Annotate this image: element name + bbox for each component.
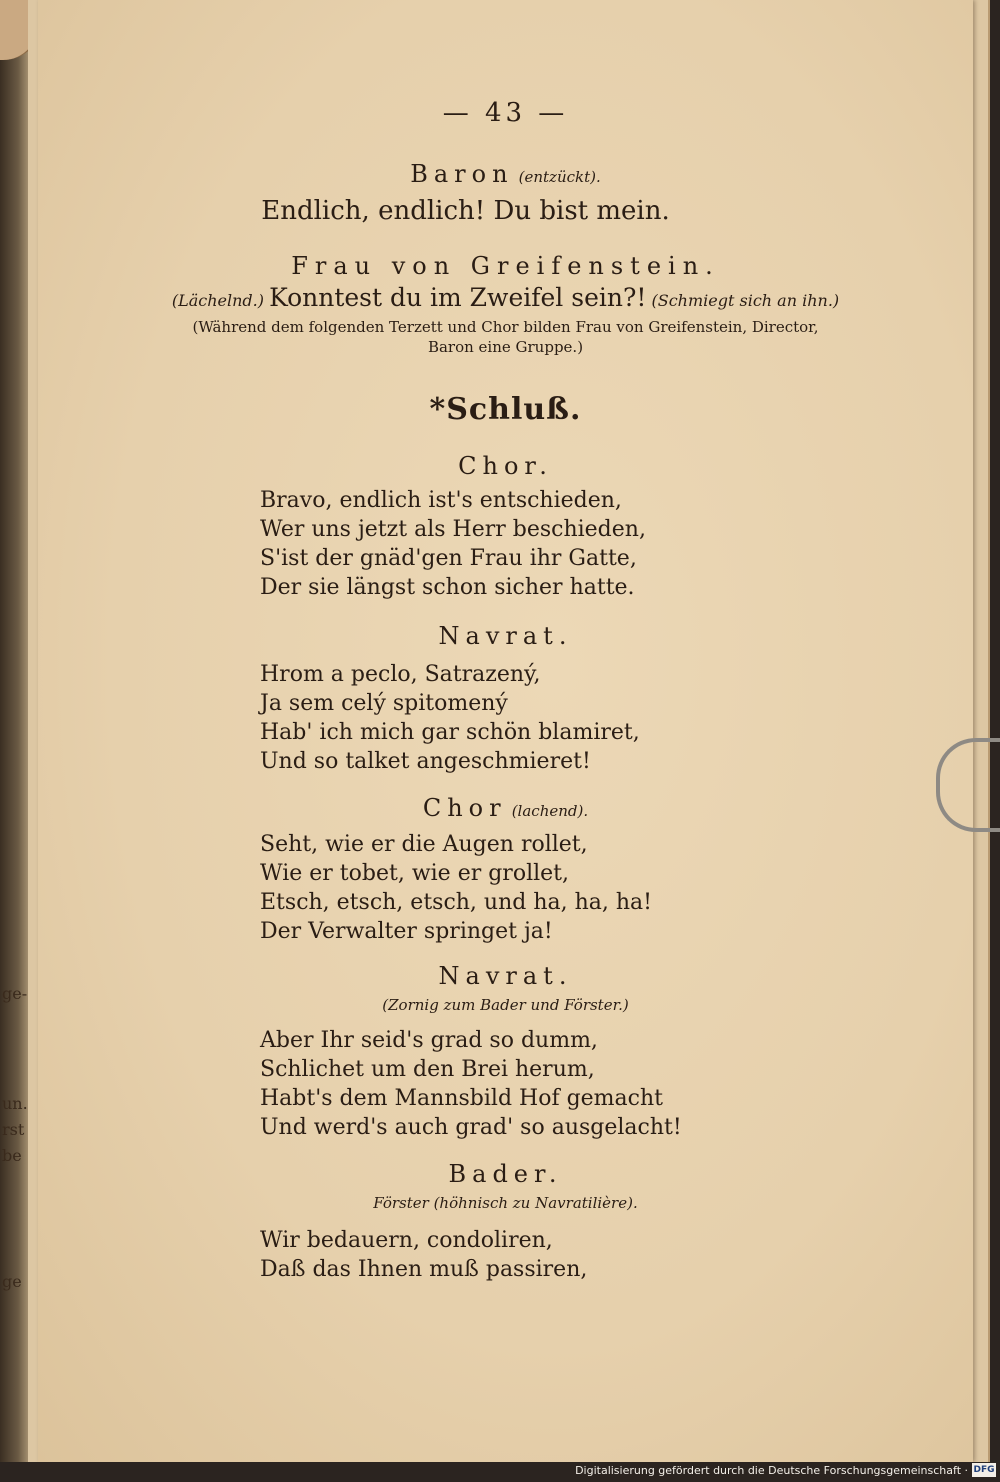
baron-speaker-line — [38, 160, 973, 188]
speaker-name: Bader. — [448, 1160, 563, 1188]
verse-line: Daß das Ihnen muß passiren, — [260, 1257, 588, 1282]
verse-line: Hab' ich mich gar schön blamiret, — [260, 720, 640, 745]
stage-direction: (Zornig zum Bader und Förster.) — [382, 996, 629, 1014]
verse-block — [260, 830, 652, 946]
stage-direction-1: (Während dem folgenden Terzett und Chor bilden Frau von Greifenstein, Director, — [192, 318, 819, 336]
speaker-line — [38, 794, 973, 822]
dfg-logo: DFG — [973, 1465, 995, 1475]
verse-line: Seht, wie er die Augen rollet, — [260, 832, 588, 857]
margin-fragment: ge- — [2, 984, 28, 1003]
verse-line: Der Verwalter springet ja! — [260, 919, 553, 944]
speaker-name: Chor. — [458, 452, 553, 480]
verse-line: Bravo, endlich ist's entschieden, — [260, 488, 622, 513]
digitization-note: Digitalisierung gefördert durch die Deutsche Forschungsgemeinschaft · — [575, 1464, 968, 1477]
verse-line: Aber Ihr seid's grad so dumm, — [260, 1028, 598, 1053]
verse-block — [260, 660, 640, 776]
verse-line: Etsch, etsch, etsch, und ha, ha, ha! — [260, 890, 653, 915]
margin-fragment: ge — [2, 1272, 22, 1291]
baron-line: Endlich, endlich! Du bist mein. — [261, 196, 670, 226]
margin-fragment: be — [2, 1146, 22, 1165]
stage-direction: (Lächelnd.) — [171, 291, 264, 310]
verse-block — [260, 1226, 587, 1284]
verse-line: Habt's dem Mannsbild Hof gemacht — [260, 1086, 663, 1111]
verse-line: Ja sem celý spitomený — [260, 691, 508, 716]
stage-direction: (entzückt). — [518, 168, 601, 186]
speaker-name: Navrat. — [438, 622, 573, 650]
verse-line: Hrom a peclo, Satrazený, — [260, 662, 541, 687]
book-page — [38, 0, 973, 1462]
speaker-name: Baron — [410, 160, 514, 188]
stage-direction: (Schmiegt sich an ihn.) — [651, 291, 840, 310]
speaker-name: Navrat. — [438, 962, 573, 990]
frau-line: Konntest du im Zweifel sein?! — [269, 283, 647, 312]
paper-clip — [936, 738, 1000, 832]
speaker-name: Chor — [422, 794, 507, 822]
stage-direction: (lachend). — [511, 802, 589, 820]
verse-line: Der sie längst schon sicher hatte. — [260, 575, 635, 600]
frau-speaker: Frau von Greifenstein. — [291, 252, 720, 280]
stage-direction: Förster (höhnisch zu Navratilière). — [373, 1194, 638, 1212]
verse-block — [260, 486, 646, 602]
verse-line: S'ist der gnäd'gen Frau ihr Gatte, — [260, 546, 637, 571]
verse-line: Wir bedauern, condoliren, — [260, 1228, 553, 1253]
margin-fragment: rst — [2, 1120, 25, 1139]
verse-line: Schlichet um den Brei herum, — [260, 1057, 595, 1082]
frau-line-row — [38, 283, 973, 312]
stage-direction-2: Baron eine Gruppe.) — [427, 338, 584, 356]
verse-line: Und werd's auch grad' so ausgelacht! — [260, 1115, 682, 1140]
verse-line: Wie er tobet, wie er grollet, — [260, 861, 569, 886]
page-number: — 43 — — [442, 98, 569, 128]
verse-line: Und so talket angeschmieret! — [260, 749, 591, 774]
section-heading: *Schluß. — [429, 392, 582, 427]
verse-line: Wer uns jetzt als Herr beschieden, — [260, 517, 646, 542]
verse-block — [260, 1026, 682, 1142]
margin-fragment: un. — [2, 1094, 28, 1113]
